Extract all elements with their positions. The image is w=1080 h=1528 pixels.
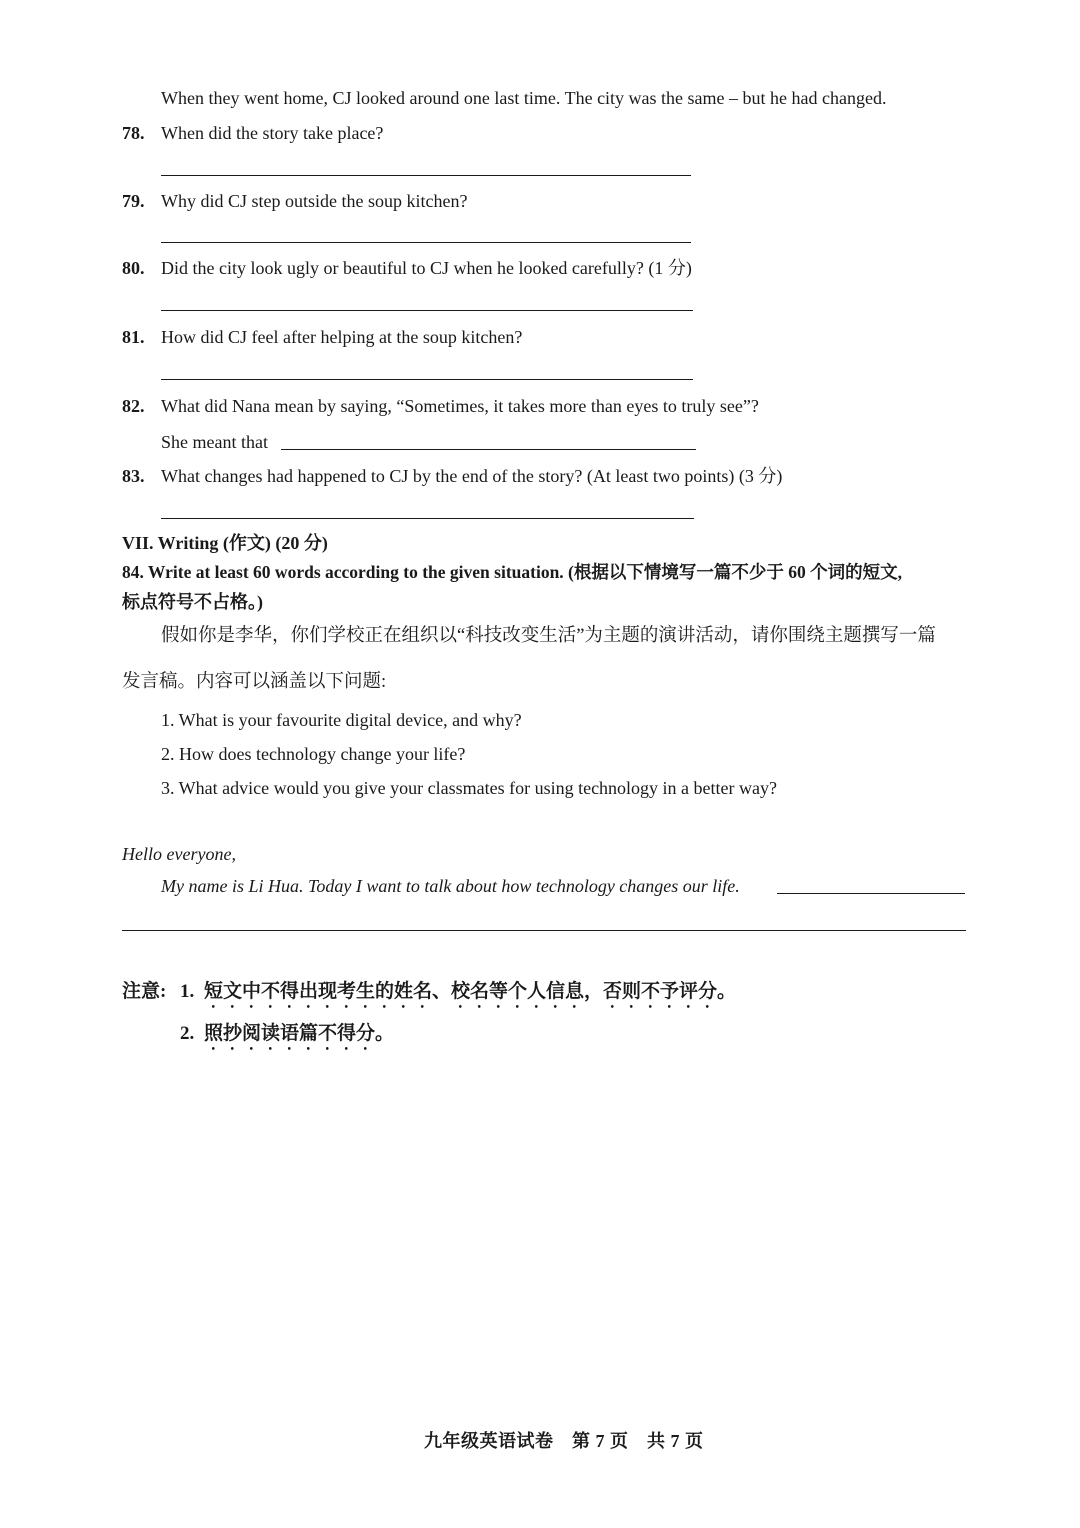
question-text: How did CJ feel after helping at the soup kitchen? [161, 327, 523, 347]
answer-prompt: She meant that [161, 432, 268, 452]
question-number: 78. [122, 123, 145, 143]
question-number: 79. [122, 191, 145, 211]
answer-line[interactable] [161, 310, 693, 311]
page-footer: 九年级英语试卷 第 7 页 共 7 页 [424, 1431, 704, 1451]
writing-prompt: 2. How does technology change your life? [161, 744, 466, 764]
answer-line[interactable] [281, 449, 696, 450]
question-text: Did the city look ugly or beautiful to CJ when he looked carefully? (1 分) [161, 258, 692, 278]
question-text: Why did CJ step outside the soup kitchen? [161, 191, 468, 211]
situation-text: 假如你是李华，你们学校正在组织以“科技改变生活”为主题的演讲活动，请你围绕主题撰写一篇 [161, 626, 936, 646]
essay-greeting: Hello everyone, [122, 844, 236, 864]
notes-label: 注意: [122, 981, 167, 1002]
note-text: 短文中不得出现考生的姓名、校名等个人信息，否则不予评分。 [204, 981, 737, 1002]
question-text: What changes had happened to CJ by the end of the story? (At least two points) (3 分) [161, 466, 783, 486]
note-number: 2. [180, 1023, 195, 1044]
writing-prompt: 1. What is your favourite digital device, and why? [161, 710, 522, 730]
answer-line[interactable] [161, 379, 693, 380]
question-number: 83. [122, 466, 145, 486]
essay-answer-line[interactable] [777, 893, 965, 894]
answer-line[interactable] [161, 518, 694, 519]
question-text: What did Nana mean by saying, “Sometimes, it takes more than eyes to truly see”? [161, 396, 759, 416]
situation-text-cont: 发言稿。内容可以涵盖以下问题: [122, 672, 387, 692]
story-closing-line: When they went home, CJ looked around one last time. The city was the same – but he had changed. [161, 88, 887, 108]
note-text: 照抄阅读语篇不得分。 [204, 1023, 395, 1044]
question-number: 81. [122, 327, 145, 347]
question-number: 80. [122, 258, 145, 278]
writing-prompt: 3. What advice would you give your classmates for using technology in a better way? [161, 778, 777, 798]
essay-opening: My name is Li Hua. Today I want to talk about how technology changes our life. [161, 876, 740, 896]
answer-line[interactable] [161, 175, 691, 176]
writing-task-cont: 标点符号不占格。) [122, 592, 263, 612]
answer-line[interactable] [161, 242, 691, 243]
question-number: 82. [122, 396, 145, 416]
essay-answer-line[interactable] [122, 930, 966, 931]
writing-task: 84. Write at least 60 words according to the given situation. (根据以下情境写一篇不少于 60 个词的短文, [122, 562, 903, 582]
question-text: When did the story take place? [161, 123, 384, 143]
section-title: VII. Writing (作文) (20 分) [122, 533, 328, 553]
note-number: 1. [180, 981, 195, 1002]
